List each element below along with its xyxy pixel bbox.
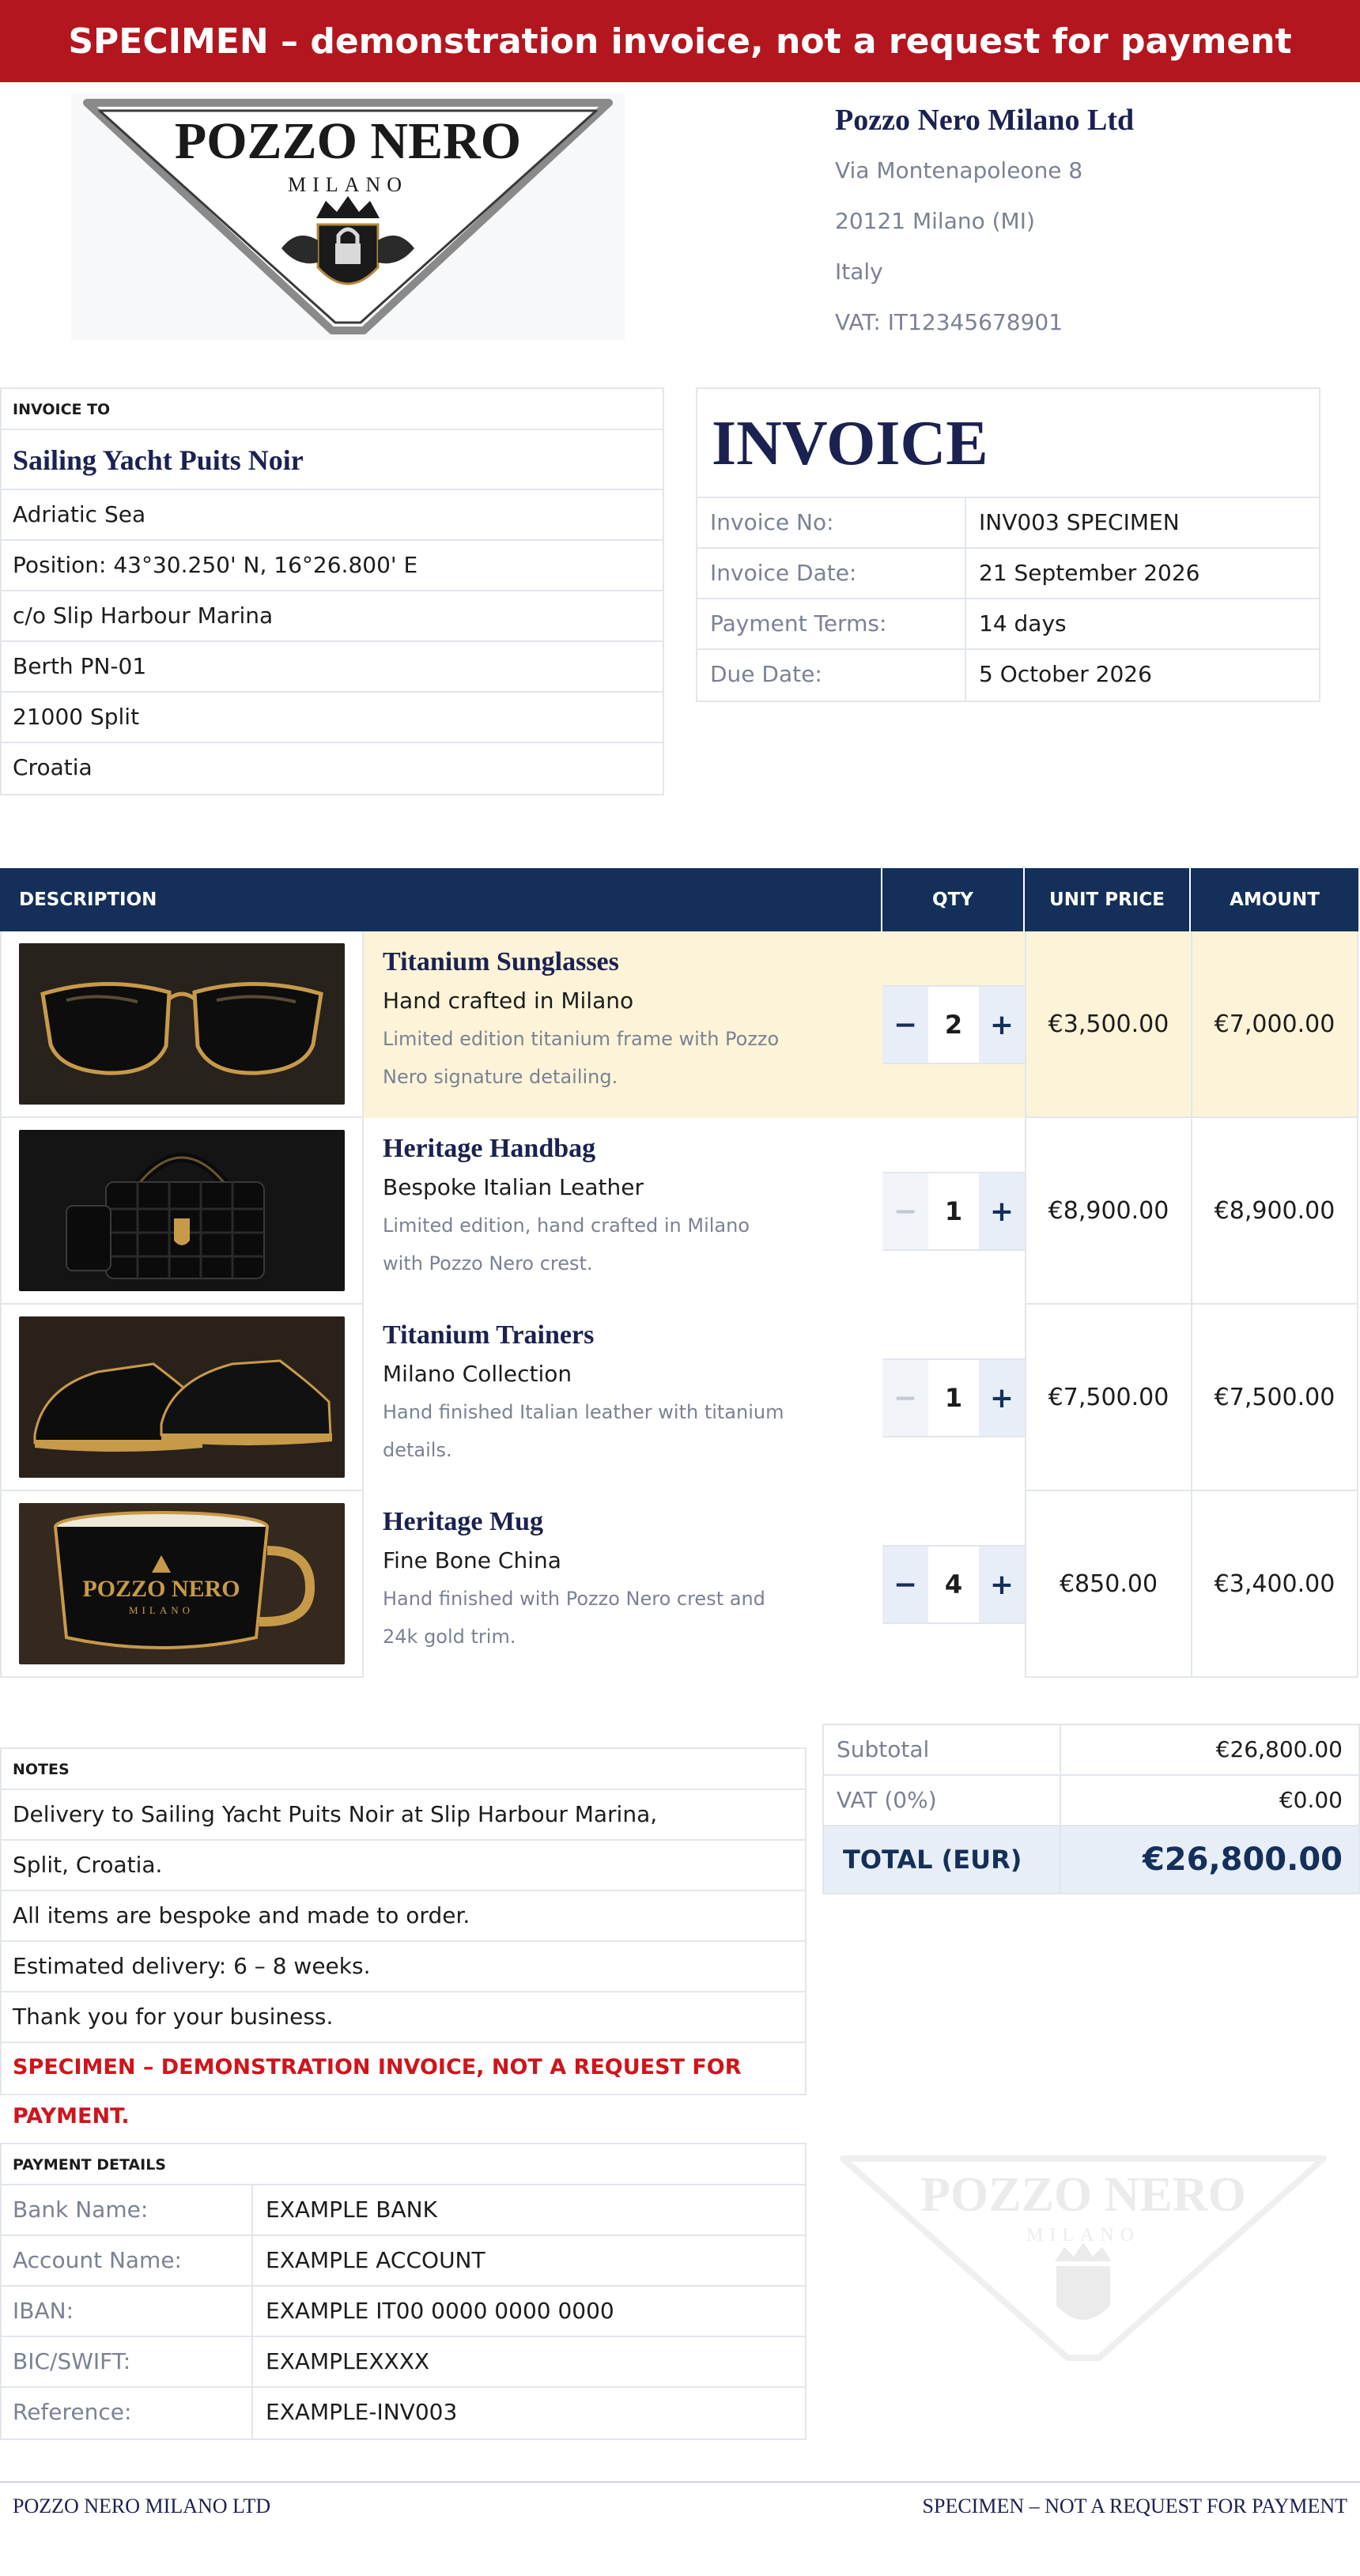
note-line: Delivery to Sailing Yacht Puits Noir at Slip Harbour Marina, <box>2 1790 805 1841</box>
payment-row <box>2 2185 805 2236</box>
item-description-cell <box>364 1491 882 1678</box>
item-title: Heritage Handbag <box>383 1134 596 1163</box>
notes-panel <box>0 1747 807 2128</box>
recipient-line: Position: 43°30.250' N, 16°26.800' E <box>2 541 663 591</box>
total-value: €26,800.00 <box>1142 1841 1343 1878</box>
product-image-cell <box>0 1305 364 1491</box>
payment-label: Bank Name: <box>2 2185 253 2234</box>
table-row <box>0 1491 1358 1678</box>
header-qty: QTY <box>882 868 1025 931</box>
amount-cell: €3,400.00 <box>1191 1491 1358 1678</box>
due-date: 5 October 2026 <box>979 661 1152 687</box>
trainers-image <box>19 1316 345 1478</box>
payment-row <box>2 2236 805 2287</box>
payment-row <box>2 2287 805 2337</box>
bank-name: EXAMPLE BANK <box>266 2196 437 2223</box>
iban: EXAMPLE IT00 0000 0000 0000 <box>266 2298 614 2324</box>
total-row <box>824 1826 1358 1893</box>
brand-logo <box>71 93 625 340</box>
recipient-line: Berth PN-01 <box>2 642 663 693</box>
recipient-line: Croatia <box>13 754 93 780</box>
footer-specimen-note: SPECIMEN – NOT A REQUEST FOR PAYMENT <box>922 2495 1347 2517</box>
vat-row <box>824 1776 1358 1826</box>
invoice-meta-label: Invoice No: <box>697 498 966 547</box>
table-row <box>0 1118 1358 1305</box>
payment-label: IBAN: <box>2 2287 253 2336</box>
product-image-cell <box>0 931 364 1118</box>
amount-cell: €7,000.00 <box>1191 931 1358 1118</box>
sunglasses-image <box>19 943 345 1105</box>
watermark-brand-text: POZZO NERO <box>920 2168 1246 2222</box>
recipient-line: 21000 Split <box>2 693 663 743</box>
item-detail: Hand finished with Pozzo Nero crest and 24k gold trim. <box>383 1588 765 1648</box>
item-description-cell <box>364 1305 882 1491</box>
line-items-table <box>0 868 1358 1678</box>
qty-cell <box>882 1305 1025 1491</box>
amount-cell: €7,500.00 <box>1191 1305 1358 1491</box>
increment-button[interactable]: + <box>979 987 1025 1063</box>
note-line: Split, Croatia. <box>2 1841 805 1891</box>
payment-terms: 14 days <box>979 610 1067 636</box>
header-amount: AMOUNT <box>1230 890 1320 910</box>
invoice-meta-label: Invoice Date: <box>697 549 966 598</box>
total-label: TOTAL (EUR) <box>824 1826 1061 1893</box>
increment-button[interactable]: + <box>979 1547 1025 1622</box>
subtotal-row <box>824 1725 1358 1776</box>
invoice-to-panel <box>0 387 664 795</box>
totals-panel <box>822 1724 1360 1894</box>
quantity-stepper <box>882 985 1025 1064</box>
decrement-button[interactable]: − <box>882 987 928 1063</box>
payment-label: Reference: <box>2 2388 253 2438</box>
footer-divider <box>0 2481 1360 2483</box>
invoice-meta-row <box>697 549 1319 599</box>
header-unit-price: UNIT PRICE <box>1025 868 1191 931</box>
amount-cell: €8,900.00 <box>1191 1118 1358 1305</box>
item-detail: Limited edition, hand crafted in Milano with Pozzo Nero crest. <box>383 1214 750 1275</box>
invoice-meta-row <box>697 498 1319 549</box>
invoice-date: 21 September 2026 <box>979 560 1200 586</box>
item-subtitle: Fine Bone China <box>383 1547 561 1573</box>
quantity-stepper <box>882 1358 1025 1437</box>
payment-heading: PAYMENT DETAILS <box>2 2144 805 2185</box>
watermark-sub-text: MILANO <box>1026 2225 1140 2246</box>
item-title: Heritage Mug <box>383 1507 543 1536</box>
company-info <box>835 95 1325 348</box>
table-row <box>0 931 1358 1118</box>
svg-text:POZZO NERO: POZZO NERO <box>82 1576 240 1602</box>
company-name: Pozzo Nero Milano Ltd <box>835 104 1135 137</box>
invoice-meta-label: Due Date: <box>697 650 966 701</box>
mug-image <box>19 1503 345 1664</box>
logo-sub-text: MILANO <box>288 173 408 196</box>
table-header <box>0 868 1358 931</box>
payment-details-panel <box>0 2143 807 2440</box>
company-country: Italy <box>835 259 883 285</box>
note-line: Thank you for your business. <box>2 1992 805 2043</box>
vat-value: €0.00 <box>1279 1787 1343 1813</box>
item-description-cell <box>364 1118 882 1305</box>
item-detail: Limited edition titanium frame with Pozzo Nero signature detailing. <box>383 1028 780 1088</box>
quantity-value: 1 <box>928 1173 979 1249</box>
invoice-meta-label: Payment Terms: <box>697 599 966 648</box>
quantity-value: 4 <box>928 1547 979 1622</box>
quantity-value: 1 <box>928 1360 979 1436</box>
bic-swift: EXAMPLEXXXX <box>266 2348 430 2374</box>
qty-cell <box>882 931 1025 1118</box>
invoice-to-heading: INVOICE TO <box>2 389 663 430</box>
invoice-meta-row <box>697 599 1319 650</box>
item-subtitle: Bespoke Italian Leather <box>383 1174 644 1200</box>
account-name: EXAMPLE ACCOUNT <box>266 2247 485 2273</box>
company-vat: VAT: IT12345678901 <box>835 309 1063 335</box>
item-detail: Hand finished Italian leather with titanium details. <box>383 1401 784 1461</box>
specimen-warning: SPECIMEN – DEMONSTRATION INVOICE, NOT A REQUEST FOR PAYMENT. <box>13 2055 742 2128</box>
increment-button[interactable]: + <box>979 1360 1025 1436</box>
item-subtitle: Hand crafted in Milano <box>383 988 634 1014</box>
increment-button[interactable]: + <box>979 1173 1025 1249</box>
logo-watermark <box>830 2151 1336 2364</box>
subtotal-value: €26,800.00 <box>1215 1736 1343 1762</box>
notes-heading: NOTES <box>2 1749 805 1790</box>
unit-price-cell: €850.00 <box>1025 1491 1191 1678</box>
unit-price-cell: €3,500.00 <box>1025 931 1191 1118</box>
qty-cell <box>882 1491 1025 1678</box>
subtotal-label: Subtotal <box>824 1725 1061 1774</box>
recipient-line: Adriatic Sea <box>2 490 663 541</box>
recipient-name: Sailing Yacht Puits Noir <box>2 430 663 490</box>
quantity-stepper <box>882 1545 1025 1624</box>
specimen-banner: SPECIMEN – demonstration invoice, not a request for payment <box>0 0 1360 82</box>
payment-label: BIC/SWIFT: <box>2 2337 253 2386</box>
product-image-cell <box>0 1118 364 1305</box>
note-line: Estimated delivery: 6 – 8 weeks. <box>2 1942 805 1992</box>
payment-row <box>2 2337 805 2388</box>
logo-brand-text: POZZO NERO <box>174 112 522 170</box>
company-address-line-1: Via Montenapoleone 8 <box>835 157 1083 183</box>
item-description-cell <box>364 931 882 1118</box>
quantity-value: 2 <box>928 987 979 1063</box>
item-subtitle: Milano Collection <box>383 1361 572 1387</box>
product-image-cell <box>0 1491 364 1678</box>
note-line: All items are bespoke and made to order. <box>2 1891 805 1942</box>
recipient-line: c/o Slip Harbour Marina <box>2 591 663 642</box>
unit-price-cell: €7,500.00 <box>1025 1305 1191 1491</box>
item-title: Titanium Trainers <box>383 1320 595 1350</box>
vat-label: VAT (0%) <box>824 1776 1061 1825</box>
item-title: Titanium Sunglasses <box>383 947 619 976</box>
payment-row <box>2 2388 805 2438</box>
payment-reference: EXAMPLE-INV003 <box>266 2399 458 2425</box>
qty-cell <box>882 1118 1025 1305</box>
handbag-image <box>19 1130 345 1291</box>
header-description: DESCRIPTION <box>0 868 882 931</box>
payment-label: Account Name: <box>2 2236 253 2285</box>
table-row <box>0 1305 1358 1491</box>
invoice-meta-row <box>697 650 1319 701</box>
decrement-button[interactable]: − <box>882 1547 928 1622</box>
company-address-line-2: 20121 Milano (MI) <box>835 208 1035 234</box>
footer-company: POZZO NERO MILANO LTD <box>13 2495 271 2517</box>
quantity-stepper <box>882 1172 1025 1251</box>
invoice-number: INV003 SPECIMEN <box>979 509 1180 535</box>
svg-text:MILANO: MILANO <box>129 1604 194 1616</box>
unit-price-cell: €8,900.00 <box>1025 1118 1191 1305</box>
invoice-title: INVOICE <box>697 389 1319 498</box>
decrement-button[interactable]: − <box>882 1360 928 1436</box>
invoice-meta-panel <box>696 387 1320 702</box>
decrement-button[interactable]: − <box>882 1173 928 1249</box>
